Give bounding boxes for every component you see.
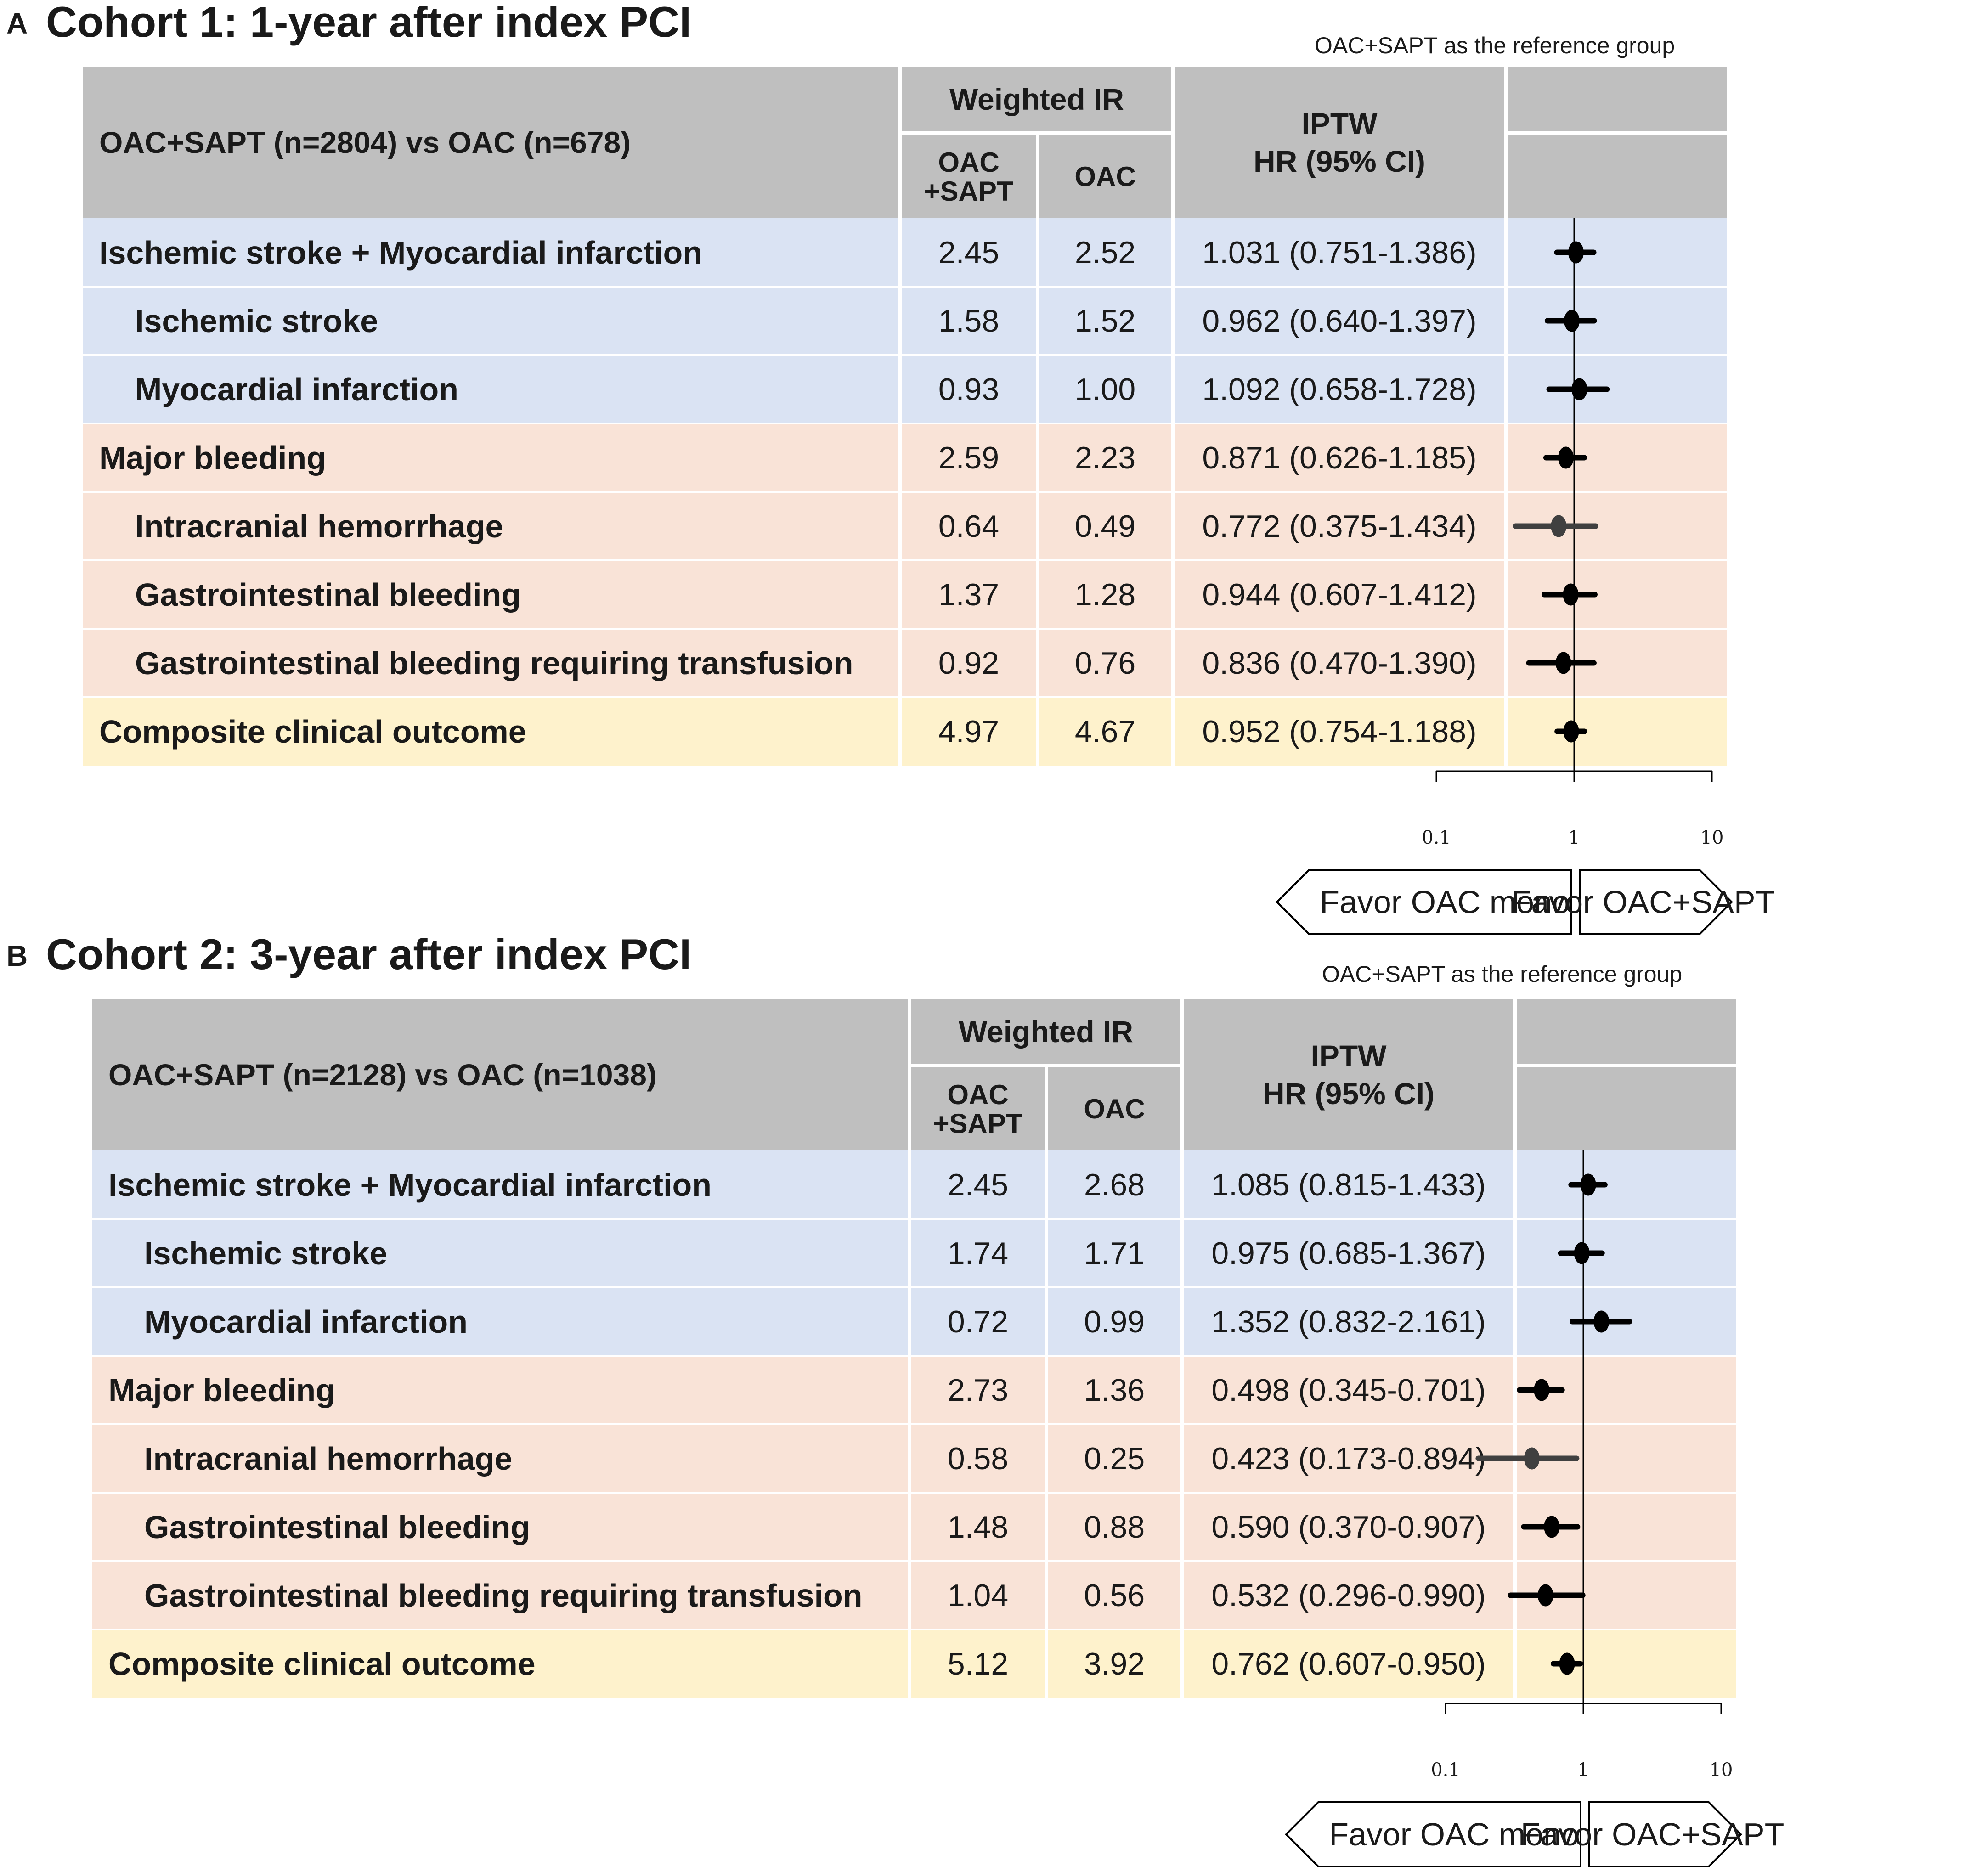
hr-ci: 0.590 (0.370-0.907) [1182,1493,1515,1561]
hr-ci: 1.092 (0.658-1.728) [1173,355,1506,423]
ir-oac: 2.68 [1046,1150,1182,1219]
x-tick-label: 0.1 [1422,827,1451,848]
x-tick-label: 10 [1700,827,1724,848]
oac-sapt-header: OAC +SAPT [900,135,1037,218]
favor-left-label: Favor OAC mono [1320,884,1570,920]
panel-title: Cohort 1: 1-year after index PCI [46,0,692,46]
hr-point [1538,1584,1553,1607]
hr-ci: 0.836 (0.470-1.390) [1173,629,1506,697]
reference-note: OAC+SAPT as the reference group [1322,961,1683,987]
ir-oac: 2.23 [1037,423,1173,492]
ir-oac-sapt: 1.58 [900,287,1037,355]
forest-plot [0,932,1988,1865]
outcome-label: Intracranial hemorrhage [92,1424,909,1493]
ir-oac: 4.67 [1037,697,1173,766]
ir-oac: 1.52 [1037,287,1173,355]
panel-letter: B [6,939,28,972]
hr-ci: 1.031 (0.751-1.386) [1173,218,1506,287]
x-tick-label: 1 [1568,827,1580,848]
outcome-label: Composite clinical outcome [83,697,900,766]
iptw-label: IPTW [1310,1038,1387,1073]
hr-ci: 0.975 (0.685-1.367) [1182,1219,1515,1287]
ir-oac-sapt: 2.59 [900,423,1037,492]
ir-oac: 0.25 [1046,1424,1182,1493]
ir-oac-sapt: 0.92 [900,629,1037,697]
hr-point [1559,1653,1575,1675]
ir-oac: 3.92 [1046,1630,1182,1698]
outcome-label: Composite clinical outcome [92,1630,909,1698]
outcome-label: Intracranial hemorrhage [83,492,900,560]
outcome-label: Ischemic stroke + Myocardial infarction [83,218,900,287]
hr-ci-label: HR (95% CI) [1253,144,1426,178]
weighted-ir-header: Weighted IR [900,67,1173,131]
ir-oac: 0.49 [1037,492,1173,560]
hr-ci: 0.532 (0.296-0.990) [1182,1561,1515,1630]
outcome-label: Major bleeding [83,423,900,492]
hr-point [1558,447,1574,469]
outcome-label: Ischemic stroke [92,1219,909,1287]
hr-ci: 0.762 (0.607-0.950) [1182,1630,1515,1698]
favor-right-label: Favor OAC+SAPT [1511,884,1775,920]
outcome-label: Major bleeding [92,1356,909,1424]
hr-point [1534,1379,1549,1401]
iptw-label: IPTW [1301,106,1378,141]
hr-ci: 0.944 (0.607-1.412) [1173,560,1506,629]
hr-point [1574,1242,1590,1264]
hr-point [1544,1516,1559,1538]
ir-oac-sapt: 0.58 [909,1424,1046,1493]
outcome-label: Myocardial infarction [92,1287,909,1356]
hr-point [1524,1448,1540,1470]
ir-oac-sapt: 1.37 [900,560,1037,629]
comparison-label: OAC+SAPT (n=2128) vs OAC (n=1038) [108,1058,657,1092]
ir-oac: 1.36 [1046,1356,1182,1424]
hr-point [1564,310,1580,332]
hr-ci: 0.423 (0.173-0.894) [1182,1424,1515,1493]
ir-oac-sapt: 2.73 [909,1356,1046,1424]
panel-letter: A [6,7,28,40]
ir-oac-sapt: 5.12 [909,1630,1046,1698]
hr-ci: 0.962 (0.640-1.397) [1173,287,1506,355]
ir-oac: 0.76 [1037,629,1173,697]
oac-sapt-header: OAC +SAPT [909,1067,1046,1150]
x-tick-label: 1 [1577,1759,1589,1781]
x-tick-label: 10 [1709,1759,1733,1781]
ir-oac-sapt: 1.74 [909,1219,1046,1287]
hr-ci: 0.498 (0.345-0.701) [1182,1356,1515,1424]
ir-oac-sapt: 0.72 [909,1287,1046,1356]
weighted-ir-header: Weighted IR [909,999,1182,1064]
hr-point [1568,242,1584,264]
ir-oac-sapt: 0.64 [900,492,1037,560]
ir-oac-sapt: 0.93 [900,355,1037,423]
panel-title: Cohort 2: 3-year after index PCI [46,930,692,978]
ir-oac-sapt: 1.04 [909,1561,1046,1630]
ir-oac: 1.00 [1037,355,1173,423]
panel-a [0,0,1988,932]
outcome-label: Ischemic stroke + Myocardial infarction [92,1150,909,1219]
ir-oac-sapt: 2.45 [909,1150,1046,1219]
ir-oac: 2.52 [1037,218,1173,287]
forest-plot [0,0,1988,932]
x-tick-label: 0.1 [1431,1759,1460,1781]
outcome-label: Gastrointestinal bleeding requiring transfusion [83,629,900,697]
hr-ci-label: HR (95% CI) [1262,1077,1435,1111]
hr-ci: 1.085 (0.815-1.433) [1182,1150,1515,1219]
reference-note: OAC+SAPT as the reference group [1315,33,1675,58]
hr-point [1593,1311,1609,1333]
hr-ci: 0.871 (0.626-1.185) [1173,423,1506,492]
hr-point [1556,652,1571,674]
ir-oac-sapt: 2.45 [900,218,1037,287]
oac-header: OAC [1046,1067,1182,1150]
outcome-label: Gastrointestinal bleeding [83,560,900,629]
ir-oac: 0.99 [1046,1287,1182,1356]
comparison-label: OAC+SAPT (n=2804) vs OAC (n=678) [99,125,631,159]
hr-point [1551,515,1566,537]
ir-oac-sapt: 1.48 [909,1493,1046,1561]
hr-point [1581,1174,1596,1196]
outcome-label: Gastrointestinal bleeding [92,1493,909,1561]
ir-oac: 1.28 [1037,560,1173,629]
hr-ci: 0.952 (0.754-1.188) [1173,697,1506,766]
hr-ci: 0.772 (0.375-1.434) [1173,492,1506,560]
oac-header: OAC [1037,135,1173,218]
ir-oac: 0.88 [1046,1493,1182,1561]
outcome-label: Gastrointestinal bleeding requiring transfusion [92,1561,909,1630]
hr-point [1564,721,1579,743]
hr-point [1563,584,1578,606]
outcome-label: Ischemic stroke [83,287,900,355]
ir-oac: 1.71 [1046,1219,1182,1287]
hr-ci: 1.352 (0.832-2.161) [1182,1287,1515,1356]
favor-right-label: Favor OAC+SAPT [1520,1816,1785,1852]
hr-point [1571,378,1587,400]
panel-b [0,932,1988,1865]
outcome-label: Myocardial infarction [83,355,900,423]
ir-oac-sapt: 4.97 [900,697,1037,766]
favor-left-label: Favor OAC mono [1329,1816,1579,1852]
ir-oac: 0.56 [1046,1561,1182,1630]
